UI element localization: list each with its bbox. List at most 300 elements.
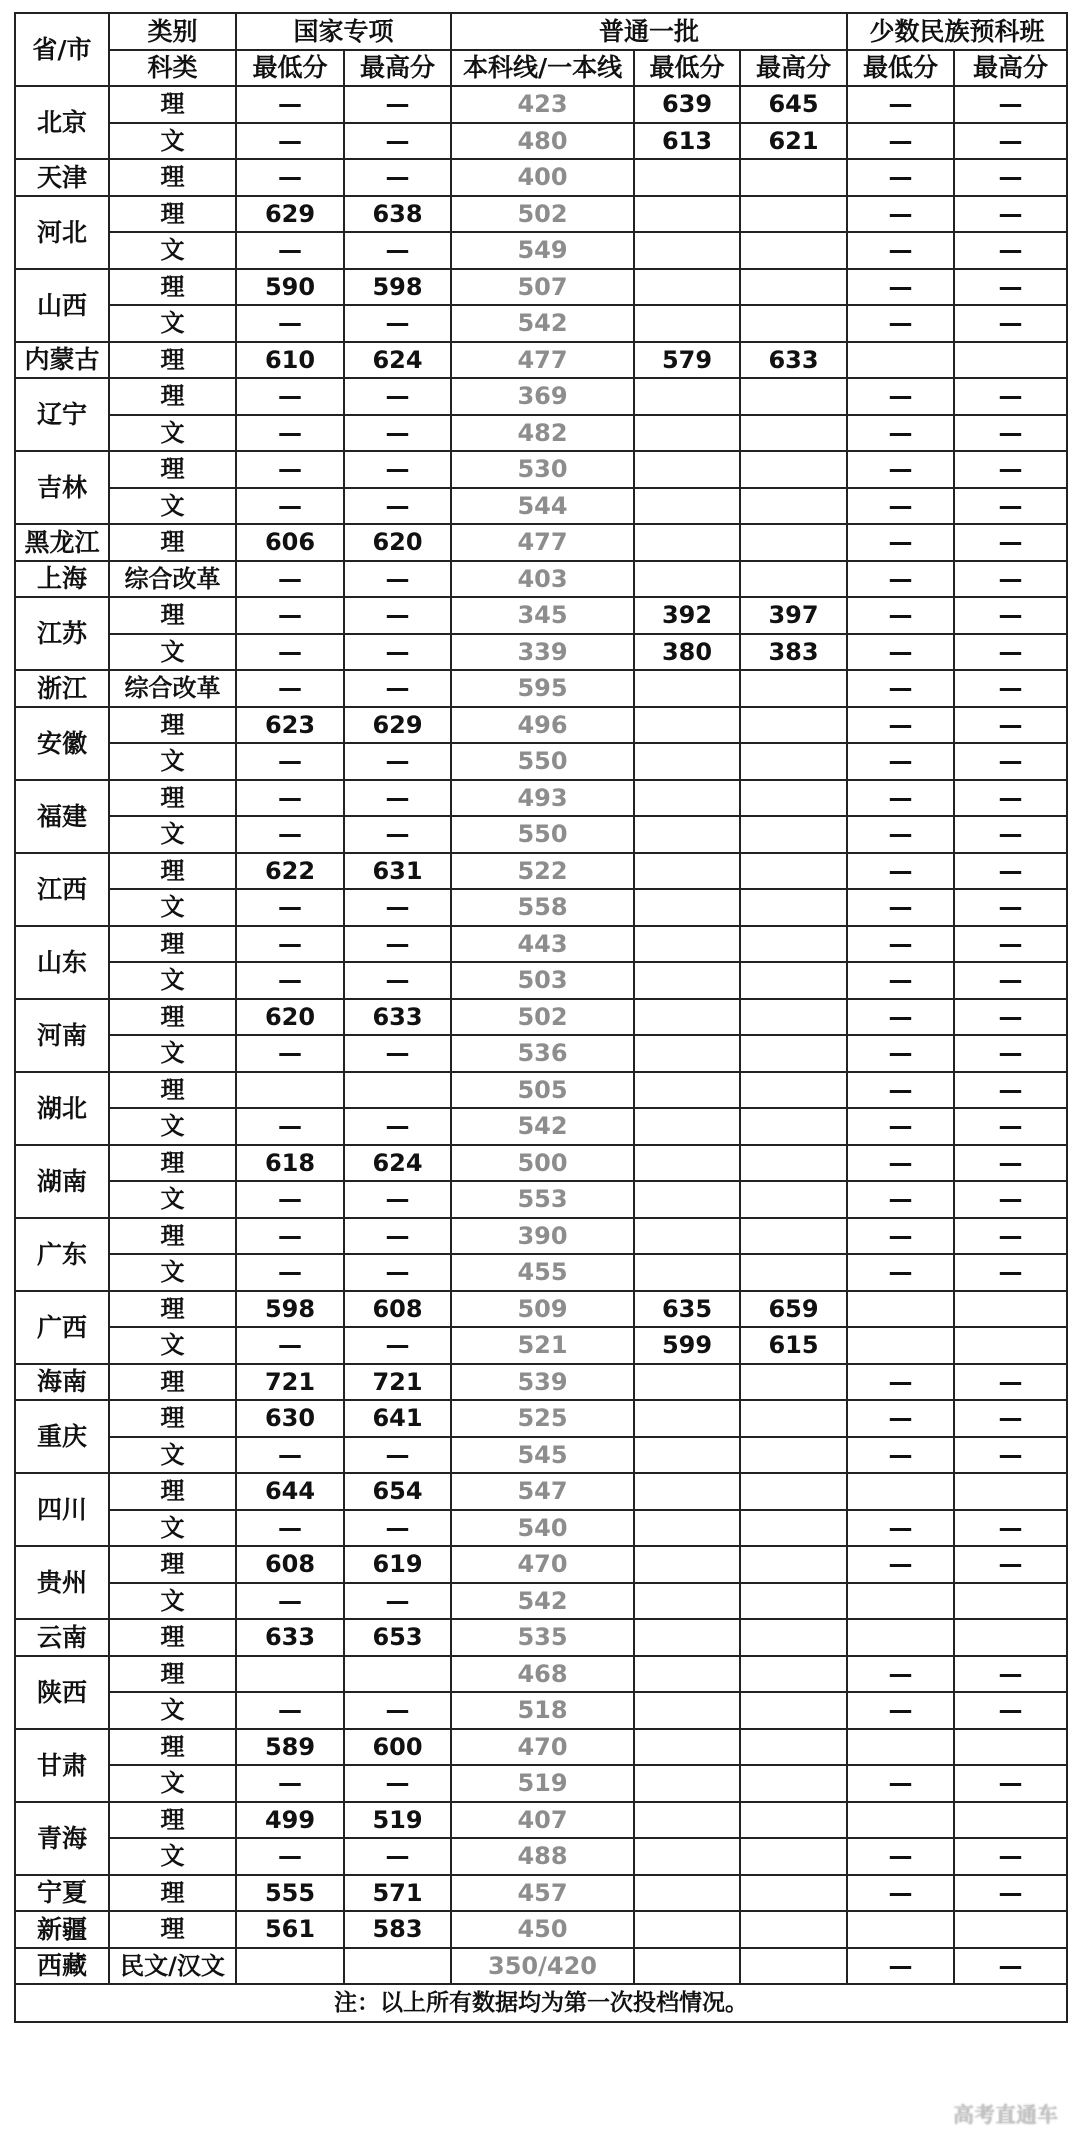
batch-max-cell bbox=[740, 488, 847, 525]
table-row bbox=[15, 524, 1067, 561]
minority-min-cell: — bbox=[847, 1765, 954, 1802]
national-min-cell: — bbox=[236, 597, 344, 634]
minority-min-cell: — bbox=[847, 415, 954, 452]
batch-min-cell: 599 bbox=[634, 1327, 740, 1364]
line-cell: 457 bbox=[451, 1875, 634, 1912]
national-min-header: 最低分 bbox=[236, 50, 344, 87]
line-cell: 482 bbox=[451, 415, 634, 452]
minority-min-cell: — bbox=[847, 86, 954, 123]
line-cell: 502 bbox=[451, 196, 634, 233]
minority-max-cell: — bbox=[954, 561, 1067, 598]
minority-min-cell: — bbox=[847, 196, 954, 233]
line-cell: 507 bbox=[451, 269, 634, 306]
national-min-cell: 630 bbox=[236, 1400, 344, 1437]
province-cell: 云南 bbox=[15, 1619, 109, 1656]
national-max-cell: 624 bbox=[344, 1145, 451, 1182]
national-min-cell: — bbox=[236, 780, 344, 817]
batch-min-cell bbox=[634, 1035, 740, 1072]
minority-max-cell: — bbox=[954, 488, 1067, 525]
minority-max-cell bbox=[954, 1911, 1067, 1948]
minority-max-cell: — bbox=[954, 196, 1067, 233]
batch-max-cell bbox=[740, 1875, 847, 1912]
subject-cell: 理 bbox=[109, 269, 236, 306]
batch-min-cell bbox=[634, 1948, 740, 1985]
table-row bbox=[15, 159, 1067, 196]
line-cell: 539 bbox=[451, 1364, 634, 1401]
line-cell: 407 bbox=[451, 1802, 634, 1839]
national-max-cell: — bbox=[344, 1692, 451, 1729]
batch-min-cell bbox=[634, 451, 740, 488]
minority-max-cell: — bbox=[954, 378, 1067, 415]
province-cell: 安徽 bbox=[15, 707, 109, 780]
minority-max-cell bbox=[954, 1802, 1067, 1839]
batch-min-cell: 380 bbox=[634, 634, 740, 671]
batch-max-cell bbox=[740, 561, 847, 598]
national-max-cell: 519 bbox=[344, 1802, 451, 1839]
batch-min-cell bbox=[634, 524, 740, 561]
national-max-cell: — bbox=[344, 488, 451, 525]
national-min-cell: 590 bbox=[236, 269, 344, 306]
line-cell: 542 bbox=[451, 1583, 634, 1620]
batch-max-cell bbox=[740, 743, 847, 780]
subject-cell: 理 bbox=[109, 1729, 236, 1766]
score-sheet bbox=[14, 12, 1068, 2023]
subject-header: 科类 bbox=[109, 50, 236, 87]
national-max-cell: — bbox=[344, 743, 451, 780]
national-max-cell: 619 bbox=[344, 1546, 451, 1583]
line-cell: 488 bbox=[451, 1838, 634, 1875]
table-row bbox=[15, 816, 1067, 853]
national-max-cell bbox=[344, 1072, 451, 1109]
national-min-cell: 499 bbox=[236, 1802, 344, 1839]
table-row bbox=[15, 1108, 1067, 1145]
minority-max-cell: — bbox=[954, 707, 1067, 744]
minority-min-header: 最低分 bbox=[847, 50, 954, 87]
batch-max-cell: 659 bbox=[740, 1291, 847, 1328]
national-max-cell: — bbox=[344, 926, 451, 963]
minority-min-cell: — bbox=[847, 1692, 954, 1729]
province-cell: 贵州 bbox=[15, 1546, 109, 1619]
province-cell: 山东 bbox=[15, 926, 109, 999]
subject-cell: 文 bbox=[109, 415, 236, 452]
line-cell: 450 bbox=[451, 1911, 634, 1948]
minority-min-cell bbox=[847, 1583, 954, 1620]
national-max-cell bbox=[344, 1656, 451, 1693]
national-min-cell: 608 bbox=[236, 1546, 344, 1583]
national-max-cell: — bbox=[344, 1108, 451, 1145]
batch-min-cell bbox=[634, 159, 740, 196]
minority-max-cell: — bbox=[954, 1510, 1067, 1547]
batch-min-cell bbox=[634, 1510, 740, 1547]
subject-cell: 理 bbox=[109, 597, 236, 634]
subject-cell: 文 bbox=[109, 1108, 236, 1145]
line-cell: 403 bbox=[451, 561, 634, 598]
note-row bbox=[15, 1984, 1067, 2022]
line-cell: 536 bbox=[451, 1035, 634, 1072]
province-cell: 辽宁 bbox=[15, 378, 109, 451]
national-min-cell: — bbox=[236, 123, 344, 160]
line-cell: 535 bbox=[451, 1619, 634, 1656]
table-row bbox=[15, 415, 1067, 452]
subject-cell: 理 bbox=[109, 1291, 236, 1328]
subject-cell: 文 bbox=[109, 1692, 236, 1729]
batch-min-cell bbox=[634, 1619, 740, 1656]
minority-max-cell: — bbox=[954, 159, 1067, 196]
line-cell: 369 bbox=[451, 378, 634, 415]
line-cell: 542 bbox=[451, 305, 634, 342]
subject-cell: 文 bbox=[109, 1327, 236, 1364]
table-row bbox=[15, 488, 1067, 525]
batch-max-cell bbox=[740, 1692, 847, 1729]
table-row bbox=[15, 1911, 1067, 1948]
national-min-cell: — bbox=[236, 1692, 344, 1729]
national-min-cell: — bbox=[236, 1327, 344, 1364]
subject-cell: 理 bbox=[109, 707, 236, 744]
batch-max-cell bbox=[740, 1254, 847, 1291]
line-cell: 423 bbox=[451, 86, 634, 123]
national-max-cell: — bbox=[344, 1765, 451, 1802]
table-row bbox=[15, 1948, 1067, 1985]
line-cell: 477 bbox=[451, 342, 634, 379]
national-min-cell: — bbox=[236, 1218, 344, 1255]
national-min-cell: 618 bbox=[236, 1145, 344, 1182]
minority-min-cell: — bbox=[847, 853, 954, 890]
national-min-cell: 622 bbox=[236, 853, 344, 890]
national-max-cell: 598 bbox=[344, 269, 451, 306]
line-cell: 468 bbox=[451, 1656, 634, 1693]
national-max-cell: — bbox=[344, 1838, 451, 1875]
national-min-cell: — bbox=[236, 378, 344, 415]
table-row bbox=[15, 1729, 1067, 1766]
national-max-cell: 620 bbox=[344, 524, 451, 561]
subject-cell: 文 bbox=[109, 1838, 236, 1875]
subject-cell: 文 bbox=[109, 816, 236, 853]
table-row bbox=[15, 1291, 1067, 1328]
line-cell: 345 bbox=[451, 597, 634, 634]
national-min-cell: — bbox=[236, 1583, 344, 1620]
batch-min-cell bbox=[634, 196, 740, 233]
minority-min-cell: — bbox=[847, 1364, 954, 1401]
minority-min-cell bbox=[847, 1291, 954, 1328]
batch-min-cell bbox=[634, 269, 740, 306]
table-row bbox=[15, 1145, 1067, 1182]
minority-min-cell bbox=[847, 1802, 954, 1839]
minority-min-cell: — bbox=[847, 1875, 954, 1912]
batch-max-cell bbox=[740, 1729, 847, 1766]
table-row bbox=[15, 853, 1067, 890]
national-min-cell: — bbox=[236, 926, 344, 963]
batch-max-cell: 633 bbox=[740, 342, 847, 379]
national-max-cell: — bbox=[344, 1254, 451, 1291]
national-max-cell: — bbox=[344, 816, 451, 853]
minority-min-cell bbox=[847, 1729, 954, 1766]
line-cell: 503 bbox=[451, 962, 634, 999]
header-row-2 bbox=[15, 50, 1067, 87]
province-cell: 广东 bbox=[15, 1218, 109, 1291]
national-max-cell: — bbox=[344, 378, 451, 415]
minority-min-cell: — bbox=[847, 451, 954, 488]
batch-max-cell bbox=[740, 1181, 847, 1218]
minority-max-cell bbox=[954, 1729, 1067, 1766]
national-max-cell: 629 bbox=[344, 707, 451, 744]
minority-max-cell: — bbox=[954, 1546, 1067, 1583]
batch-min-cell: 635 bbox=[634, 1291, 740, 1328]
batch-min-cell bbox=[634, 670, 740, 707]
national-max-cell: 654 bbox=[344, 1473, 451, 1510]
national-max-cell: — bbox=[344, 597, 451, 634]
minority-min-cell: — bbox=[847, 1181, 954, 1218]
minority-max-cell: — bbox=[954, 670, 1067, 707]
province-cell: 河南 bbox=[15, 999, 109, 1072]
batch-min-cell bbox=[634, 232, 740, 269]
national-min-cell: — bbox=[236, 451, 344, 488]
national-max-cell: — bbox=[344, 159, 451, 196]
minority-min-cell: — bbox=[847, 962, 954, 999]
subject-cell: 文 bbox=[109, 1181, 236, 1218]
minority-min-cell: — bbox=[847, 1072, 954, 1109]
line-cell: 547 bbox=[451, 1473, 634, 1510]
national-min-cell: — bbox=[236, 1108, 344, 1145]
minority-max-cell: — bbox=[954, 1254, 1067, 1291]
batch-max-cell bbox=[740, 853, 847, 890]
table-row bbox=[15, 1619, 1067, 1656]
batch-max-cell: 383 bbox=[740, 634, 847, 671]
subject-cell: 理 bbox=[109, 86, 236, 123]
province-cell: 青海 bbox=[15, 1802, 109, 1875]
minority-min-cell: — bbox=[847, 159, 954, 196]
batch-min-cell bbox=[634, 1364, 740, 1401]
batch-max-cell bbox=[740, 1583, 847, 1620]
minority-max-cell: — bbox=[954, 816, 1067, 853]
batch-min-cell: 392 bbox=[634, 597, 740, 634]
minority-min-cell: — bbox=[847, 1108, 954, 1145]
province-cell: 江西 bbox=[15, 853, 109, 926]
batch-max-cell bbox=[740, 707, 847, 744]
batch-min-cell bbox=[634, 816, 740, 853]
batch-min-cell bbox=[634, 889, 740, 926]
batch-max-cell bbox=[740, 999, 847, 1036]
table-row bbox=[15, 1656, 1067, 1693]
province-cell: 上海 bbox=[15, 561, 109, 598]
national-min-cell: — bbox=[236, 1510, 344, 1547]
batch-max-cell bbox=[740, 1802, 847, 1839]
subject-cell: 文 bbox=[109, 1583, 236, 1620]
province-cell: 甘肃 bbox=[15, 1729, 109, 1802]
national-min-cell: — bbox=[236, 962, 344, 999]
line-cell: 542 bbox=[451, 1108, 634, 1145]
minority-max-cell bbox=[954, 1327, 1067, 1364]
subject-cell: 理 bbox=[109, 1911, 236, 1948]
province-cell: 福建 bbox=[15, 780, 109, 853]
subject-cell: 理 bbox=[109, 1072, 236, 1109]
minority-min-cell: — bbox=[847, 1400, 954, 1437]
subject-cell: 文 bbox=[109, 232, 236, 269]
subject-cell: 理 bbox=[109, 1145, 236, 1182]
national-min-cell: — bbox=[236, 670, 344, 707]
table-row bbox=[15, 634, 1067, 671]
line-cell: 518 bbox=[451, 1692, 634, 1729]
national-min-cell: — bbox=[236, 415, 344, 452]
table-row bbox=[15, 999, 1067, 1036]
minority-max-cell: — bbox=[954, 853, 1067, 890]
subject-cell: 理 bbox=[109, 1656, 236, 1693]
national-min-cell: 555 bbox=[236, 1875, 344, 1912]
national-min-cell: — bbox=[236, 634, 344, 671]
province-cell: 广西 bbox=[15, 1291, 109, 1364]
line-cell: 502 bbox=[451, 999, 634, 1036]
table-row bbox=[15, 1400, 1067, 1437]
batch-max-cell: 615 bbox=[740, 1327, 847, 1364]
header-row-1 bbox=[15, 13, 1067, 50]
line-cell: 519 bbox=[451, 1765, 634, 1802]
minority-max-cell bbox=[954, 342, 1067, 379]
subject-cell: 文 bbox=[109, 1254, 236, 1291]
national-max-cell: — bbox=[344, 561, 451, 598]
minority-max-cell: — bbox=[954, 597, 1067, 634]
national-max-cell: — bbox=[344, 305, 451, 342]
national-min-cell: 598 bbox=[236, 1291, 344, 1328]
national-max-cell: — bbox=[344, 415, 451, 452]
national-min-cell: — bbox=[236, 86, 344, 123]
national-min-cell: — bbox=[236, 488, 344, 525]
national-max-cell: — bbox=[344, 780, 451, 817]
batch-min-cell bbox=[634, 305, 740, 342]
minority-max-cell: — bbox=[954, 780, 1067, 817]
national-min-cell bbox=[236, 1072, 344, 1109]
minority-min-cell bbox=[847, 1911, 954, 1948]
table-row bbox=[15, 232, 1067, 269]
first-batch-header: 普通一批 bbox=[451, 13, 847, 50]
table-row bbox=[15, 780, 1067, 817]
line-cell: 480 bbox=[451, 123, 634, 160]
minority-max-cell: — bbox=[954, 1108, 1067, 1145]
minority-min-cell: — bbox=[847, 634, 954, 671]
line-cell: 550 bbox=[451, 816, 634, 853]
batch-max-cell bbox=[740, 1218, 847, 1255]
batch-max-cell bbox=[740, 816, 847, 853]
national-special-header: 国家专项 bbox=[236, 13, 451, 50]
table-row bbox=[15, 1473, 1067, 1510]
national-min-cell: — bbox=[236, 232, 344, 269]
batch-min-cell bbox=[634, 1546, 740, 1583]
table-row bbox=[15, 889, 1067, 926]
minority-min-cell: — bbox=[847, 524, 954, 561]
table-row bbox=[15, 670, 1067, 707]
minority-max-cell: — bbox=[954, 926, 1067, 963]
line-cell: 400 bbox=[451, 159, 634, 196]
minority-min-cell: — bbox=[847, 232, 954, 269]
minority-min-cell: — bbox=[847, 1546, 954, 1583]
batch-max-cell bbox=[740, 1619, 847, 1656]
province-cell: 黑龙江 bbox=[15, 524, 109, 561]
province-cell: 新疆 bbox=[15, 1911, 109, 1948]
table-row bbox=[15, 196, 1067, 233]
subject-cell: 文 bbox=[109, 305, 236, 342]
national-max-cell: 641 bbox=[344, 1400, 451, 1437]
national-max-cell: 600 bbox=[344, 1729, 451, 1766]
batch-min-cell bbox=[634, 1583, 740, 1620]
table-row bbox=[15, 1035, 1067, 1072]
table-row bbox=[15, 1364, 1067, 1401]
national-max-cell: — bbox=[344, 232, 451, 269]
minority-max-cell: — bbox=[954, 305, 1067, 342]
province-cell: 四川 bbox=[15, 1473, 109, 1546]
category-header: 类别 bbox=[109, 13, 236, 50]
batch-max-cell bbox=[740, 451, 847, 488]
minority-min-cell: — bbox=[847, 1254, 954, 1291]
minority-min-cell: — bbox=[847, 269, 954, 306]
minority-min-cell: — bbox=[847, 378, 954, 415]
table-row bbox=[15, 86, 1067, 123]
province-cell: 湖北 bbox=[15, 1072, 109, 1145]
minority-min-cell: — bbox=[847, 1948, 954, 1985]
batch-min-cell bbox=[634, 926, 740, 963]
batch-min-cell bbox=[634, 1108, 740, 1145]
line-cell: 509 bbox=[451, 1291, 634, 1328]
minority-max-cell: — bbox=[954, 1181, 1067, 1218]
minority-max-header: 最高分 bbox=[954, 50, 1067, 87]
province-cell: 湖南 bbox=[15, 1145, 109, 1218]
subject-cell: 理 bbox=[109, 1875, 236, 1912]
batch-min-cell bbox=[634, 1437, 740, 1474]
minority-min-cell: — bbox=[847, 670, 954, 707]
minority-min-cell bbox=[847, 1327, 954, 1364]
minority-min-cell: — bbox=[847, 889, 954, 926]
minority-min-cell: — bbox=[847, 926, 954, 963]
line-cell: 595 bbox=[451, 670, 634, 707]
batch-min-header: 最低分 bbox=[634, 50, 740, 87]
batch-max-cell bbox=[740, 670, 847, 707]
minority-min-cell: — bbox=[847, 1510, 954, 1547]
subject-cell: 理 bbox=[109, 159, 236, 196]
subject-cell: 文 bbox=[109, 1765, 236, 1802]
batch-max-cell bbox=[740, 1400, 847, 1437]
batch-max-cell bbox=[740, 1546, 847, 1583]
national-min-cell: — bbox=[236, 743, 344, 780]
subject-cell: 理 bbox=[109, 1364, 236, 1401]
line-cell: 549 bbox=[451, 232, 634, 269]
national-max-cell: 583 bbox=[344, 1911, 451, 1948]
national-max-cell: 624 bbox=[344, 342, 451, 379]
batch-max-cell bbox=[740, 1072, 847, 1109]
national-min-cell: 620 bbox=[236, 999, 344, 1036]
national-min-cell: 589 bbox=[236, 1729, 344, 1766]
table-row bbox=[15, 1072, 1067, 1109]
province-cell: 北京 bbox=[15, 86, 109, 159]
national-min-cell: — bbox=[236, 889, 344, 926]
minority-min-cell: — bbox=[847, 1035, 954, 1072]
subject-cell: 文 bbox=[109, 1510, 236, 1547]
minority-max-cell: — bbox=[954, 1364, 1067, 1401]
batch-max-cell bbox=[740, 962, 847, 999]
batch-min-cell bbox=[634, 1181, 740, 1218]
batch-min-cell bbox=[634, 488, 740, 525]
batch-min-cell bbox=[634, 962, 740, 999]
province-cell: 海南 bbox=[15, 1364, 109, 1401]
batch-max-cell bbox=[740, 159, 847, 196]
batch-min-cell: 639 bbox=[634, 86, 740, 123]
national-min-cell: 610 bbox=[236, 342, 344, 379]
subject-cell: 理 bbox=[109, 1473, 236, 1510]
national-max-cell: — bbox=[344, 451, 451, 488]
national-min-cell: — bbox=[236, 561, 344, 598]
batch-max-cell bbox=[740, 232, 847, 269]
admission-score-table bbox=[14, 12, 1068, 2023]
minority-max-cell: — bbox=[954, 415, 1067, 452]
minority-min-cell: — bbox=[847, 1656, 954, 1693]
province-cell: 吉林 bbox=[15, 451, 109, 524]
national-max-cell: — bbox=[344, 670, 451, 707]
